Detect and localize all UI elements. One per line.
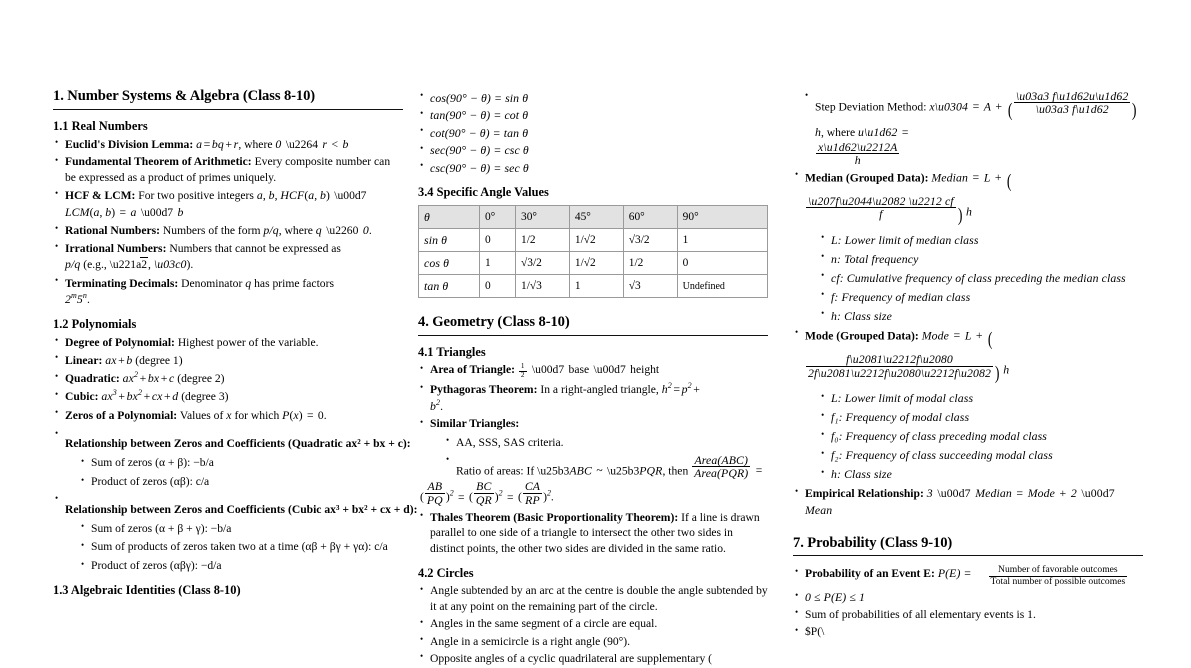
list-item-pythagoras: • Pythagoras Theorem: In a right-angled triangle, $h^2 = p^2$ + $b^2$.	[418, 381, 768, 415]
zeros-label: Zeros of a Polynomial:	[65, 408, 178, 422]
list-item-probability-range: • 0 ≤ P(E) ≤ 1	[793, 589, 1143, 605]
list-item-empirical: • Empirical Relationship: 3 \u00d7 Median = Mode + 2 \u00d7 Mean	[793, 485, 1143, 519]
section-rule	[53, 109, 403, 110]
list-item: • cot(90° − θ) = tan θ	[418, 125, 768, 141]
list-item-similar-triangles	[418, 416, 768, 506]
table-cell: 0	[677, 252, 767, 275]
list-item: • cos(90° − θ) = sin θ	[418, 90, 768, 106]
degree-text: Highest power of the variable.	[177, 335, 319, 349]
area-label: Area of Triangle:	[430, 363, 516, 377]
list-item: • csc(90° − θ) = sec θ	[418, 160, 768, 176]
table-cell: √3/2	[516, 252, 570, 275]
fta-text: Every composite number can be expressed as a product of primes uniquely.	[65, 155, 391, 185]
column-two	[418, 88, 768, 668]
list-item-euclid: • Euclid's Division Lemma: a = bq + r, where 0 \u2264 r < b	[53, 136, 403, 153]
table-cell: 1	[479, 252, 515, 275]
section-heading-geometry: 4. Geometry (Class 8-10)	[418, 314, 570, 331]
list-item: • f: Frequency of median class	[819, 289, 1143, 305]
list-item-thales	[418, 510, 768, 557]
specific-angle-values-table	[418, 205, 768, 298]
degree-label: Degree of Polynomial:	[65, 335, 175, 349]
probability-denominator: Total number of possible outcomes	[990, 576, 1126, 588]
list-item: • Product of zeros (αβ): c/a	[79, 474, 403, 490]
cofunction-identities-list	[418, 90, 768, 176]
list-item: • L: Lower limit of modal class	[819, 390, 1143, 406]
table-cell: 0	[479, 229, 515, 252]
rational-label: Rational Numbers:	[65, 224, 161, 238]
list-item-relationship-quadratic	[53, 427, 411, 489]
section-rule	[793, 555, 1143, 556]
irrational-label: Irrational Numbers:	[65, 241, 167, 255]
table-header-cell: 30°	[516, 206, 570, 229]
list-item-hcf-lcm: • HCF & LCM: For two positive integers a, b, HCF(a, b) \u00d7 LCM(a, b) = a \u00d7 b	[53, 187, 403, 221]
table-row-label: cos θ	[419, 252, 480, 275]
mode-label: Mode (Grouped Data):	[805, 329, 919, 343]
euclid-label: Euclid's Division Lemma:	[65, 138, 194, 151]
terminating-label: Terminating Decimals:	[65, 276, 179, 290]
list-item: • Sum of zeros (α + β): −b/a	[79, 455, 403, 471]
list-item: • Sum of zeros (α + β + γ): −b/a	[79, 521, 403, 537]
list-item-area: • Area of Triangle: $\frac{1}{2}$ \u00d7 base \u00d7 height	[418, 362, 768, 379]
pythagoras-label: Pythagoras Theorem:	[430, 383, 538, 396]
step-deviation-label: Step Deviation Method:	[815, 100, 927, 113]
quadratic-label: Quadratic:	[65, 372, 120, 386]
table-cell: 1/2	[623, 252, 677, 275]
section-heading-number-systems: 1. Number Systems & Algebra (Class 8-10)	[53, 88, 316, 104]
thales-label: Thales Theorem (Basic Proportionality Theorem):	[430, 510, 679, 524]
list-item-terminating: • Terminating Decimals: Denominator q has prime factors 2$^m$5$^n$.	[53, 275, 403, 309]
probability-math: P(E) =	[937, 566, 972, 581]
similar-triangles-list	[420, 435, 768, 507]
statistics-list	[793, 90, 1143, 519]
list-item-probability-event	[793, 565, 1143, 587]
list-item-irrational: • Irrational Numbers: Numbers that cannot be expressed as p/q (e.g., \u221a2, \u03c0).	[53, 241, 403, 274]
table-row-label: tan θ	[419, 275, 480, 298]
mode-terms-list	[805, 390, 1143, 482]
list-item-quadratic: • Quadratic: $ax^2$ + bx + c (degree 2)	[53, 370, 403, 387]
table-cell: 1/√2	[569, 229, 623, 252]
relationship-cubic-list	[65, 521, 403, 574]
list-item: • AA, SSS, SAS criteria.	[444, 435, 768, 451]
table-cell: √3	[623, 275, 677, 298]
probability-numerator: Number of favorable outcomes	[989, 565, 1128, 577]
list-item: • f₀: Frequency of class preceding modal class	[819, 428, 1143, 444]
section-rule	[418, 335, 768, 336]
list-item-cubic: • Cubic: $ax^3 + bx^2$ + cx + d (degree 3)	[53, 388, 403, 405]
table-cell: 1/√3	[516, 275, 570, 298]
probability-label: Probability of an Event E:	[805, 567, 935, 581]
table-header-row	[419, 206, 768, 229]
euclid-math: a = bq + r	[196, 137, 239, 151]
list-item: • tan(90° − θ) = cot θ	[418, 107, 768, 123]
linear-label: Linear:	[65, 353, 103, 367]
subsection-heading-specific-angle-values: 3.4 Specific Angle Values	[418, 184, 549, 199]
table-header-cell: θ	[419, 206, 480, 229]
list-item: • cf: Cumulative frequency of class preceding the median class	[819, 270, 1143, 286]
table-cell: 1/√2	[569, 252, 623, 275]
table-header-cell: 0°	[479, 206, 515, 229]
list-item-degree	[53, 335, 403, 351]
list-item: • h: Class size	[819, 308, 1143, 324]
table-cell: 1/2	[516, 229, 570, 252]
subsection-heading-circles: 4.2 Circles	[418, 565, 474, 580]
list-item-linear: • Linear: ax + b (degree 1)	[53, 352, 403, 369]
table-header-cell: 90°	[677, 206, 767, 229]
list-item-step-deviation: • Step Deviation Method: x\u0304 = A + ( $\frac{\backslash u03a3 f\backslash u1d62u\backslash u1d62}{\backslash u03a3 f\backslash u1d62}$ ) h, where u\u1d62 = $\frac{x\backslash u1d62\backslash u2212A}{h}$	[803, 90, 1143, 168]
list-item: • Sum of products of zeros taken two at a time (αβ + βγ + γα): c/a	[79, 539, 403, 555]
list-item: • Opposite angles of a cyclic quadrilateral are supplementary (	[418, 651, 768, 667]
table-row	[419, 252, 768, 275]
list-item: • n: Total frequency	[819, 251, 1143, 267]
hcf-label: HCF & LCM:	[65, 189, 136, 203]
list-item: • L: Lower limit of median class	[819, 232, 1143, 248]
subsection-heading-triangles: 4.1 Triangles	[418, 344, 486, 359]
relationship-cubic-heading: • Relationship between Zeros and Coefficients (Cubic ax³ + bx² + cx + d):	[65, 502, 418, 516]
list-item-rational: • Rational Numbers: Numbers of the form p/q, where q \u2260 0.	[53, 222, 403, 239]
list-item-zeros: • Zeros of a Polynomial: Values of x for which P(x) = 0.	[53, 407, 403, 424]
table-cell: Undefined	[677, 275, 767, 298]
table-cell: 1	[677, 229, 767, 252]
list-item-raw-latex-artifact: • $P(\	[793, 624, 1143, 640]
cubic-label: Cubic:	[65, 390, 99, 404]
table-header-cell: 60°	[623, 206, 677, 229]
relationship-quadratic-heading: • Relationship between Zeros and Coefficients (Quadratic ax² + bx + c):	[65, 437, 411, 451]
probability-list	[793, 565, 1143, 640]
list-item: • Product of zeros (αβγ): −d/a	[79, 558, 403, 574]
section-heading-probability: 7. Probability (Class 9-10)	[793, 534, 953, 551]
table-cell: √3/2	[623, 229, 677, 252]
list-item: • Angle in a semicircle is a right angle (90°).	[418, 634, 768, 650]
list-item: • Angle subtended by an arc at the centre is double the angle subtended by it at any point on the remaining part of the circle.	[418, 583, 768, 615]
similar-label: Similar Triangles:	[430, 417, 520, 431]
list-item-fta	[53, 154, 403, 186]
list-item: • h: Class size	[819, 466, 1143, 482]
polynomials-list	[53, 335, 418, 574]
probability-fraction	[989, 565, 1128, 587]
real-numbers-list	[53, 136, 403, 308]
median-terms-list	[805, 232, 1143, 324]
table-row	[419, 229, 768, 252]
subsection-heading-algebraic-identities: 1.3 Algebraic Identities (Class 8-10)	[53, 582, 241, 597]
list-item-mode: • Mode (Grouped Data): Mode = L + ( $\frac{f\backslash u2081\backslash u2212f\backslash u2080}{2f\backslash u2081\backslash u2212f\backslash u2080\backslash u2212f\backslash u2082}$ ) h • L: Lower limit of modal class • f₁: Frequency of modal class • f₀: Frequency of class preceding modal class • f₂: Frequency of class succeeding modal class • h: Class size	[793, 327, 1143, 482]
list-item-median: • Median (Grouped Data): Median = L + ( $\frac{\backslash u207f\backslash u2044\backslash u2082 \backslash u2212 cf}{f}$ ) h • L: Lower limit of median class • n: Total frequency • cf: Cumulative frequency of class preceding the median class • f: Frequency of median class • h: Class size	[793, 169, 1143, 324]
thales-text: If a line is drawn parallel to one side of a triangle to intersect the other two sides in distinct points, the other two sides are divided in the same ratio.	[430, 510, 760, 556]
list-item-relationship-cubic	[53, 493, 418, 574]
empirical-label: Empirical Relationship:	[805, 487, 924, 501]
list-item: • sec(90° − θ) = csc θ	[418, 142, 768, 158]
subsection-heading-real-numbers: 1.1 Real Numbers	[53, 118, 148, 133]
list-item-ratio-of-areas: • Ratio of areas: If \u25b3ABC ~ \u25b3PQR, then $\frac{\text{Area(ABC)}}{\text{Area(PQR)}}$ = ( $\frac{AB}{PQ}$ )$^2$ = ( $\frac{BC}{QR}$ )$^2$ = ( $\frac{CA}{RP}$ )$^2$.	[444, 454, 768, 507]
table-header-cell: 45°	[569, 206, 623, 229]
list-item: • f₂: Frequency of class succeeding modal class	[819, 447, 1143, 463]
subsection-heading-polynomials: 1.2 Polynomials	[53, 317, 137, 332]
median-label: Median (Grouped Data):	[805, 170, 929, 184]
list-item: • f₁: Frequency of modal class	[819, 409, 1143, 425]
column-three	[793, 88, 1143, 641]
triangles-list	[418, 362, 768, 557]
fta-label: Fundamental Theorem of Arithmetic:	[65, 155, 252, 169]
table-cell: 0	[479, 275, 515, 298]
circles-list	[418, 583, 768, 666]
table-row-label: sin θ	[419, 229, 480, 252]
list-item-probability-sum: • Sum of probabilities of all elementary events is 1.	[793, 607, 1143, 623]
column-one	[53, 88, 418, 600]
relationship-quadratic-list	[65, 455, 403, 490]
ratio-of-areas-continuation: ( $\frac{AB}{PQ}$ )$^2$ = ( $\frac{BC}{QR}$ )$^2$ = ( $\frac{CA}{RP}$ )$^2$.	[420, 479, 554, 507]
table-row	[419, 275, 768, 298]
list-item: • Angles in the same segment of a circle are equal.	[418, 616, 768, 632]
table-cell: 1	[569, 275, 623, 298]
